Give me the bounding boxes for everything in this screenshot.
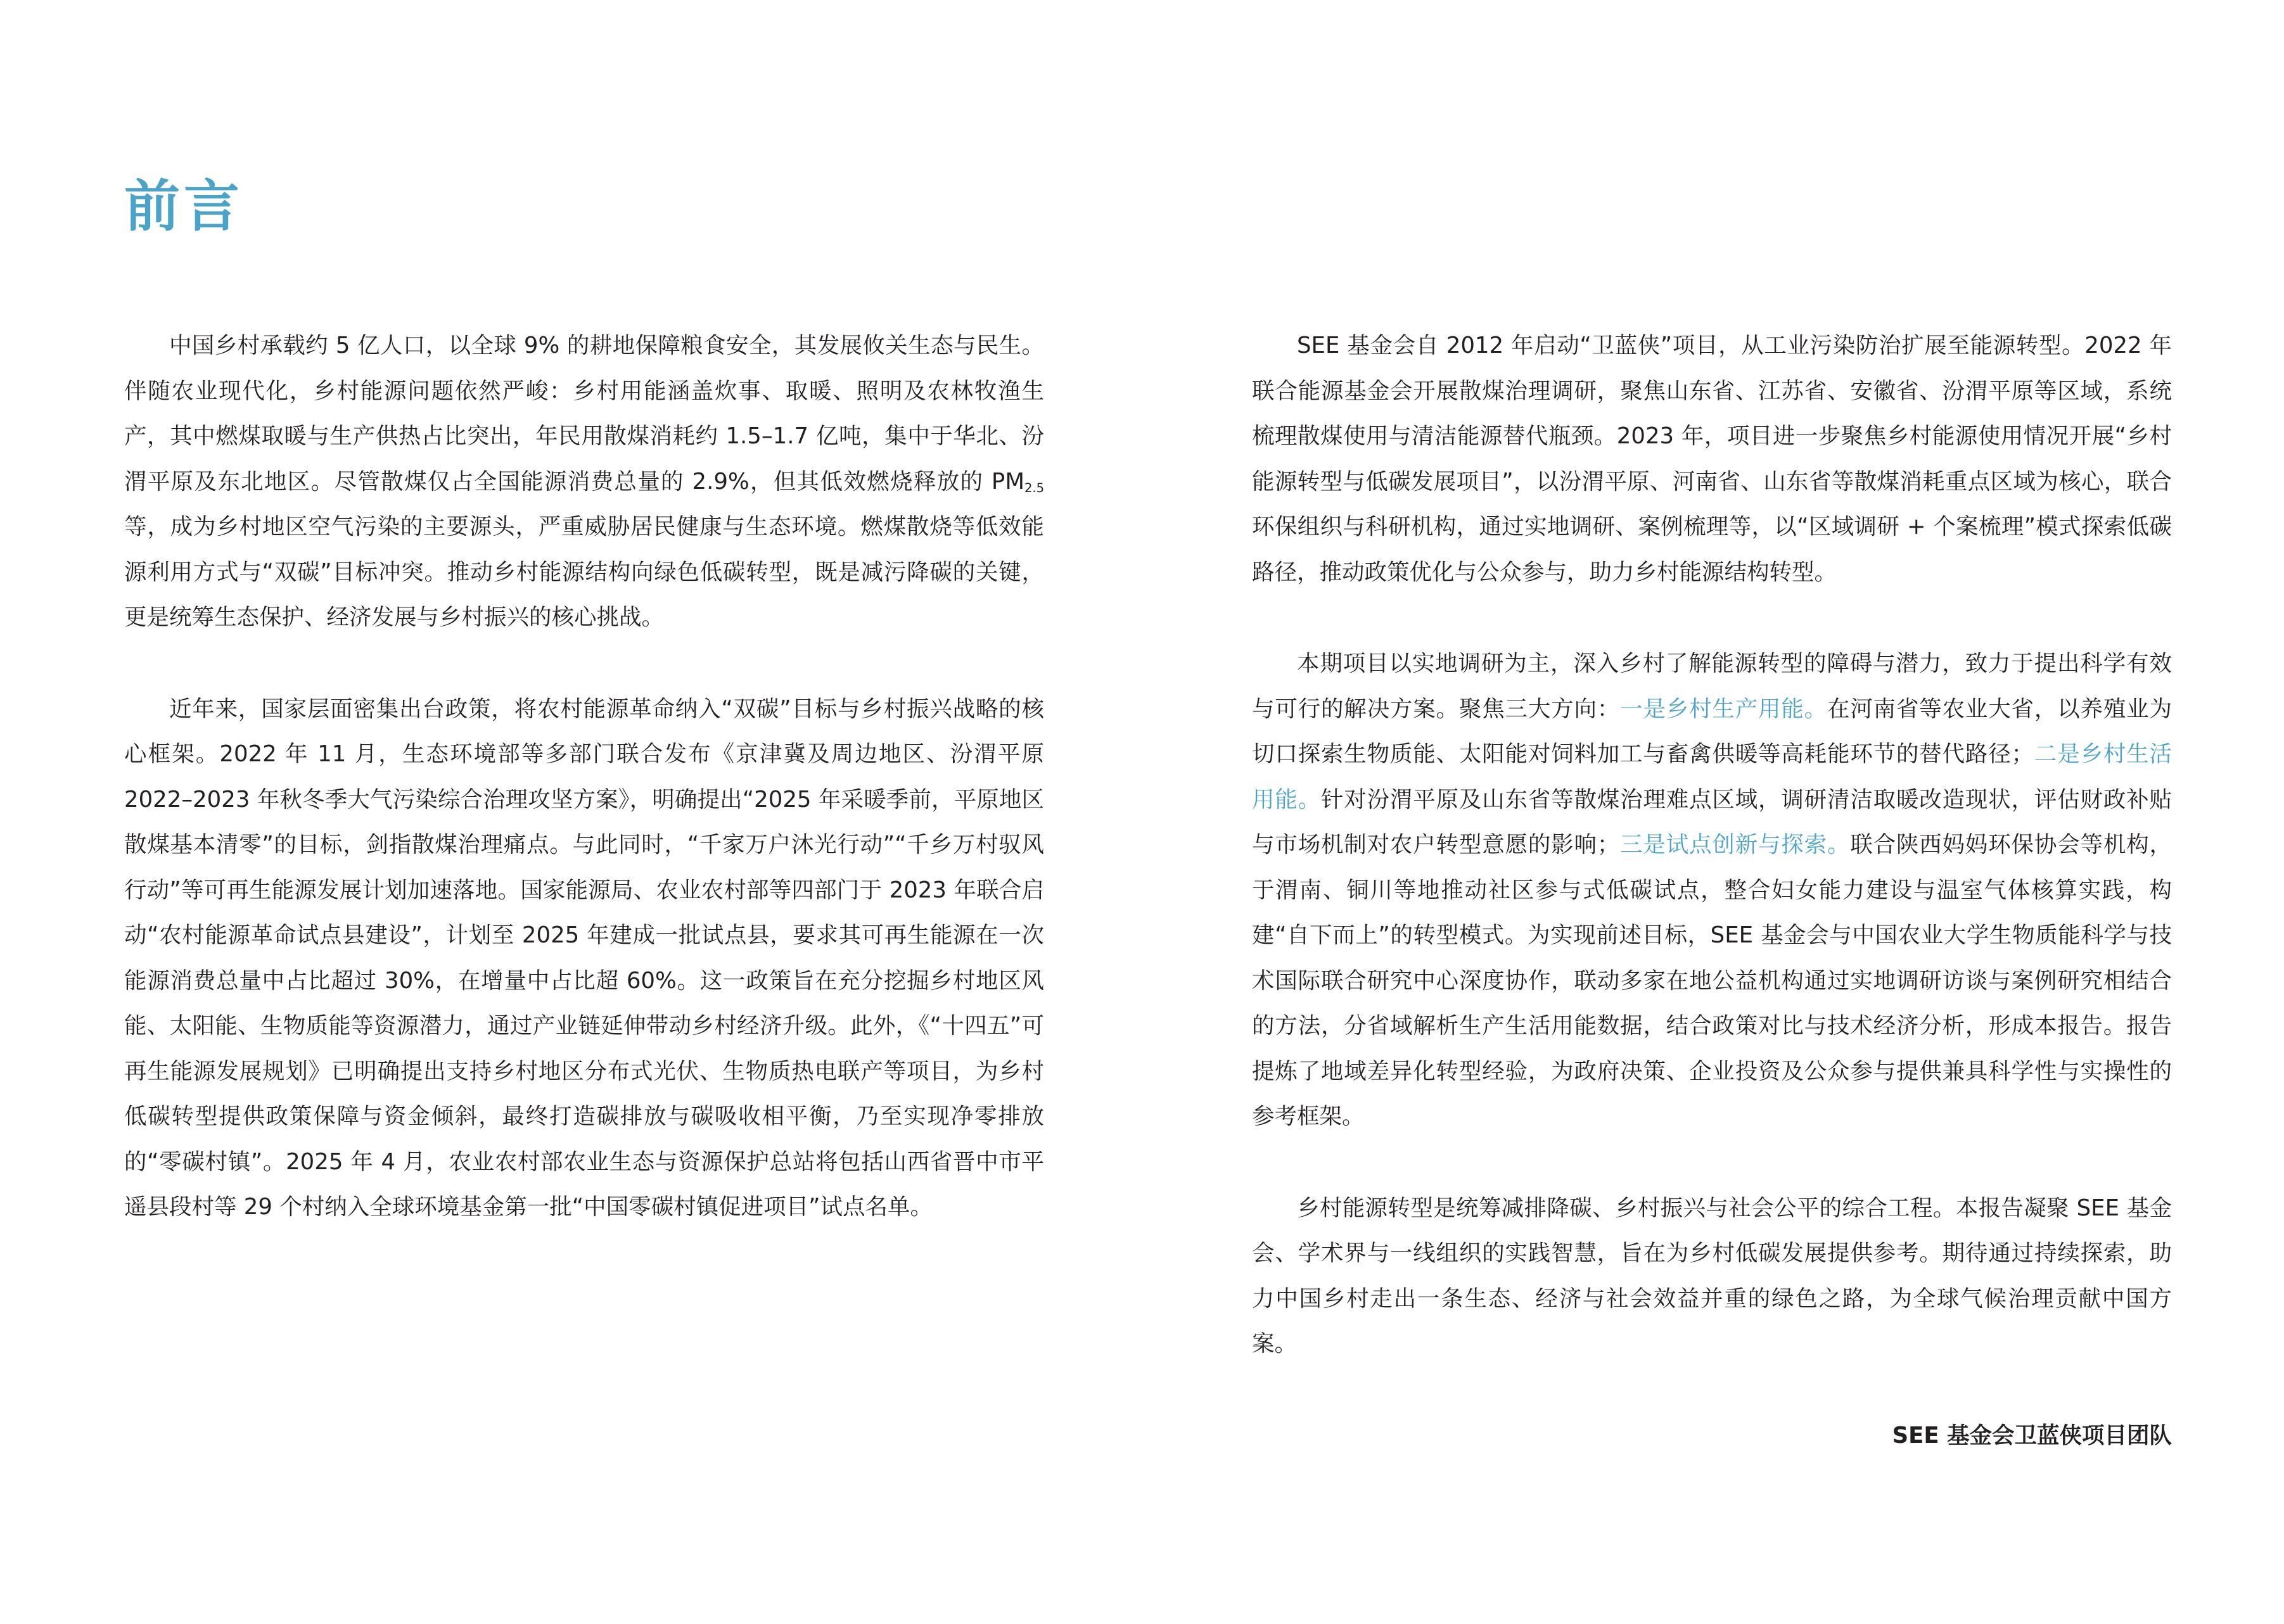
focus-text-4: 联合陕西妈妈环保协会等机构，于渭南、铜川等地推动社区参与式低碳试点，整合妇女能力建设与温室气体核算实践，构建“自下而上”的转型模式。为实现前述目标，SEE 基金会与中国农业大学生物质能科学与技术国际联合研究中心深度协作，联动多家在地公益机构通过实地调研访谈与案例研究相结合的方法，分省域解析生产生活用能数据，结合政策对比与技术经济分析，形成本报告。报告提炼了地域差异化转型经验，为政府决策、企业投资及公众参与提供兼具科学性与实操性的参考框架。 [1252, 832, 2172, 1129]
page-title: 前言 [124, 174, 244, 239]
focus-highlight-production: 一是乡村生产用能。 [1620, 695, 1827, 722]
left-column [124, 323, 1044, 1230]
intro-paragraph-text-before: 中国乡村承载约 5 亿人口，以全球 9% 的耕地保障粮食安全，其发展攸关生态与民生。伴随农业现代化，乡村能源问题依然严峻：乡村用能涵盖炊事、取暖、照明及农林牧渔生产，其中燃煤取暖与生产供热占比突出，年民用散煤消耗约 1.5–1.7 亿吨，集中于华北、汾渭平原及东北地区。尽管散煤仅占全国能源消费总量的 2.9%，但其低效燃烧释放的 PM [124, 333, 1044, 495]
right-column [1252, 323, 2172, 1458]
pm-subscript: 2.5 [1024, 480, 1044, 495]
intro-paragraph-text-after: 等，成为乡村地区空气污染的主要源头，严重威胁居民健康与生态环境。燃煤散烧等低效能源利用方式与“双碳”目标冲突。推动乡村能源结构向绿色低碳转型，既是减污降碳的关键，更是统筹生态保护、经济发展与乡村振兴的核心挑战。 [124, 514, 1044, 630]
intro-paragraph [124, 323, 1044, 640]
closing-paragraph: 乡村能源转型是统筹减排降碳、乡村振兴与社会公平的综合工程。本报告凝聚 SEE 基金会、学术界与一线组织的实践智慧，旨在为乡村低碳发展提供参考。期待通过持续探索，助力中国乡村走出一条生态、经济与社会效益并重的绿色之路，为全球气候治理贡献中国方案。 [1252, 1195, 2172, 1357]
project-focus-paragraph [1252, 641, 2172, 1139]
see-foundation-paragraph: SEE 基金会自 2012 年启动“卫蓝侠”项目，从工业污染防治扩展至能源转型。2022 年联合能源基金会开展散煤治理调研，聚焦山东省、江苏省、安徽省、汾渭平原等区域，系统梳理散煤使用与清洁能源替代瓶颈。2023 年，项目进一步聚焦乡村能源使用情况开展“乡村能源转型与低碳发展项目”，以汾渭平原、河南省、山东省等散煤消耗重点区域为核心，联合环保组织与科研机构，通过实地调研、案例梳理等，以“区域调研 + 个案梳理”模式探索低碳路径，推动政策优化与公众参与，助力乡村能源结构转型。 [1252, 333, 2172, 585]
focus-text-1: 本期项目以实地调研为主，深入乡村了解能源转型的障碍与潜力，致力于提出科学有效与可行的解决方案。聚焦三大方向： [1252, 650, 2172, 722]
focus-highlight-pilot: 三是试点创新与探索。 [1619, 832, 1851, 858]
focus-highlight-living: 二是乡村生活用能。 [1252, 741, 2172, 813]
policy-paragraph: 近年来，国家层面密集出台政策，将农村能源革命纳入“双碳”目标与乡村振兴战略的核心框架。2022 年 11 月，生态环境部等多部门联合发布《京津冀及周边地区、汾渭平原 2022–2023 年秋冬季大气污染综合治理攻坚方案》，明确提出“2025 年采暖季前，平原地区散煤基本清零”的目标，剑指散煤治理痛点。与此同时，“千家万户沐光行动”“千乡万村驭风行动”等可再生能源发展计划加速落地。国家能源局、农业农村部等四部门于 2023 年联合启动“农村能源革命试点县建设”，计划至 2025 年建成一批试点县，要求其可再生能源在一次能源消费总量中占比超过 30%，在增量中占比超 60%。这一政策旨在充分挖掘乡村地区风能、太阳能、生物质能等资源潜力，通过产业链延伸带动乡村经济升级。此外，《“十四五”可再生能源发展规划》已明确提出支持乡村地区分布式光伏、生物质热电联产等项目，为乡村低碳转型提供政策保障与资金倾斜，最终打造碳排放与碳吸收相平衡，乃至实现净零排放的“零碳村镇”。2025 年 4 月，农业农村部农业生态与资源保护总站将包括山西省晋中市平遥县段村等 29 个村纳入全球环境基金第一批“中国零碳村镇促进项目”试点名单。 [124, 695, 1044, 1220]
signature: SEE 基金会卫蓝侠项目团队 [1892, 1422, 2172, 1449]
focus-text-2: 在河南省等农业大省，以养殖业为切口探索生物质能、太阳能对饲料加工与畜禽供暖等高耗能环节的替代路径； [1252, 695, 2172, 767]
focus-text-3: 针对汾渭平原及山东省等散煤治理难点区域，调研清洁取暖改造现状，评估财政补贴与市场机制对农户转型意愿的影响； [1252, 786, 2172, 858]
